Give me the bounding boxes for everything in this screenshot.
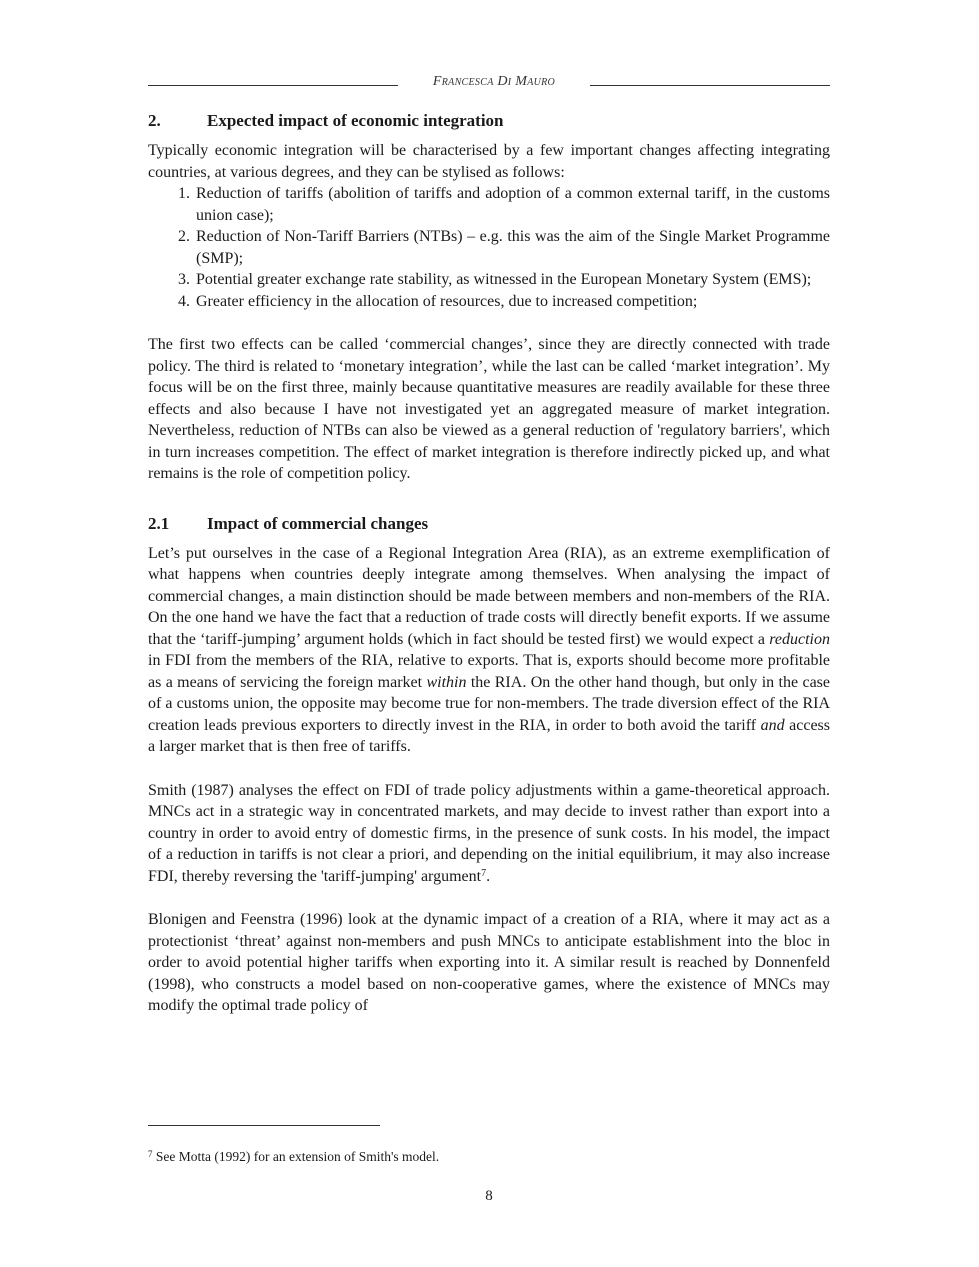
running-title: Francesca Di Mauro	[432, 74, 556, 89]
subsection-title: Impact of commercial changes	[207, 513, 429, 533]
footnote-mark: 7	[148, 1149, 153, 1159]
body-paragraph	[148, 780, 830, 888]
header-rule-right	[590, 85, 830, 86]
subsection-number: 2.1	[148, 513, 170, 533]
emphasis: within	[426, 673, 467, 691]
footnote-reference[interactable]: 7	[481, 867, 487, 879]
intro-paragraph: Typically economic integration will be characterised by a few important changes affecting integrating countries, at various degrees, and they can be stylised as follows:	[148, 142, 830, 181]
text-run: the RIA. On the other hand though, but only in the case of a customs union, the opposite may become true for non-members. The trade diversion effect of the RIA creation leads previous exporters to directly invest in the RIA, in order to both avoid the tariff	[148, 673, 830, 734]
footnote-text: See Motta (1992) for an extension of Smith's model.	[155, 1149, 440, 1164]
body-paragraph	[148, 543, 830, 758]
body-paragraph: The first two effects can be called ‘commercial changes’, since they are directly connected with trade policy. The third is related to ‘monetary integration’, while the last can be called ‘market integration’. My focus will be on the first three, mainly because quantitative measures are readily available for these three effects and also because I have not investigated yet an aggregated measure of market integration. Nevertheless, reduction of NTBs can also be viewed as a general reduction of 'regulatory barriers', which in turn increases competition. The effect of market integration is therefore indirectly picked up, and what remains is the role of competition policy.	[148, 336, 830, 482]
list-item: 2. Reduction of Non-Tariff Barriers (NTBs) – e.g. this was the aim of the Single Market Programme (SMP);	[194, 226, 830, 269]
list-item: 3. Potential greater exchange rate stability, as witnessed in the European Monetary System (EMS);	[194, 269, 830, 291]
list-item: 4. Greater efficiency in the allocation of resources, due to increased competition;	[194, 291, 830, 313]
text-run: Smith (1987) analyses the effect on FDI of trade policy adjustments within a game-theoretical approach. MNCs act in a strategic way in concentrated markets, and may decide to invest rather than export into a country in order to avoid entry of domestic firms, in the presence of sunk costs. In his model, the impact of a reduction in tariffs is not clear a priori, and depending on the initial equilibrium, it may also increase FDI, thereby reversing the 'tariff-jumping' argument	[148, 781, 830, 885]
emphasis: and	[760, 716, 785, 734]
main-content	[148, 110, 830, 1017]
subsection-heading	[148, 513, 830, 535]
text-run: access a larger market that is then free of tariffs.	[148, 716, 831, 755]
header-rule-left	[148, 85, 398, 86]
emphasis: reduction	[769, 630, 830, 648]
footnote	[148, 1148, 830, 1166]
section-heading	[148, 110, 830, 132]
running-header	[148, 74, 830, 94]
text-run: .	[486, 867, 491, 885]
section-number: 2.	[148, 111, 161, 130]
section-title: Expected impact of economic integration	[207, 111, 504, 130]
list-item: 1. Reduction of tariffs (abolition of tariffs and adoption of a common external tariff, in the customs union case);	[194, 183, 830, 226]
text-run: Let’s put ourselves in the case of a Regional Integration Area (RIA), as an extreme exemplification of what happens when countries deeply integrate among themselves. When analysing the impact of commercial changes, a main distinction should be made between members and non-members of the RIA. On the one hand we have the fact that a reduction of trade costs will directly benefit exports. If we assume that the ‘tariff-jumping’ argument holds (which in fact should be tested first) we would expect a	[148, 544, 830, 648]
page-number: 8	[485, 1188, 493, 1204]
integration-effects-list	[148, 183, 830, 312]
text-run: in FDI from the members of the RIA, relative to exports. That is, exports should become more profitable as a means of servicing the foreign market	[148, 652, 830, 691]
body-paragraph: Blonigen and Feenstra (1996) look at the dynamic impact of a creation of a RIA, where it may act as a protectionist ‘threat’ against non-members and push MNCs to anticipate establishment into the bloc in order to avoid potential higher tariffs when exporting into it. A similar result is reached by Donnenfeld (1998), who constructs a model based on non-cooperative games, where the existence of MNCs may modify the optimal trade policy of	[148, 911, 830, 1014]
footnote-rule	[148, 1125, 380, 1126]
